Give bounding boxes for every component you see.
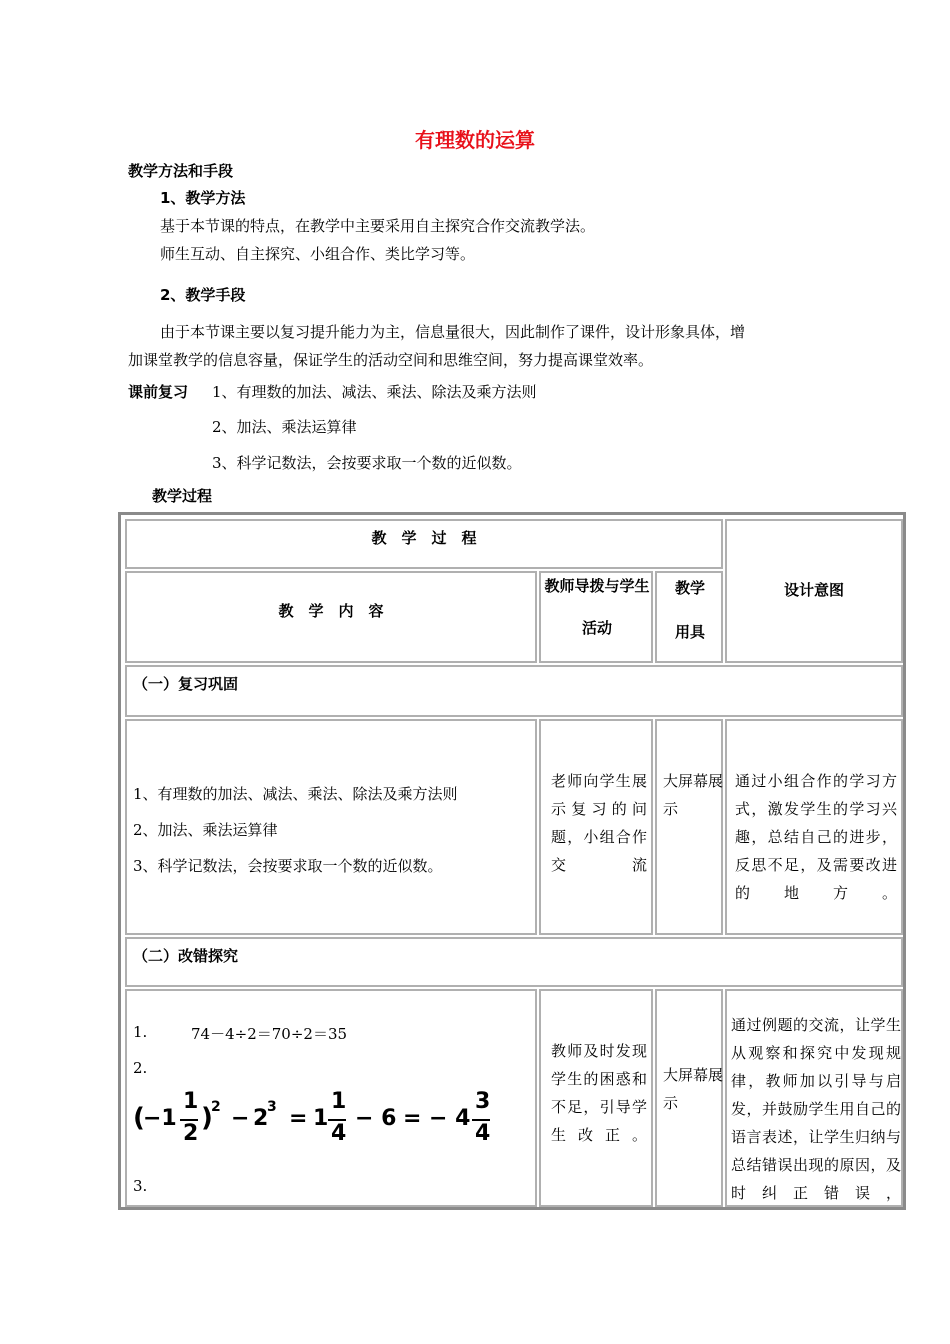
math-expression (133, 1089, 533, 1153)
header-teacher-2: 活动 (581, 619, 612, 637)
section1-content-2: 2、加法、乘法运算律 (133, 821, 278, 839)
header-content-cell (125, 571, 537, 663)
header-tools-cell (655, 571, 723, 663)
section2-title-cell (125, 937, 903, 987)
math-open-paren: ( (133, 1103, 145, 1133)
math-neg-four: − 4 (429, 1106, 471, 1131)
math-equals-2: = (403, 1106, 422, 1131)
lesson-table (118, 512, 906, 1210)
header-teacher-1: 教师导拨与学生 (544, 577, 650, 595)
header-process-cell (125, 519, 723, 569)
method-line-1: 基于本节课的特点，在教学中主要采用自主探究合作交流教学法。 (160, 217, 596, 235)
section2-item1-num: 1. (133, 1023, 148, 1041)
header-intent-cell (725, 519, 903, 663)
math-frac2-den: 4 (331, 1121, 347, 1146)
section1-teacher-cell (539, 719, 653, 935)
method-line-2: 师生互动、自主探究、小组合作、类比学习等。 (160, 245, 476, 263)
review-item-3: 3、科学记数法，会按要求取一个数的近似数。 (212, 454, 522, 472)
methods-heading: 教学方法和手段 (128, 162, 234, 180)
section1-title: （一）复习巩固 (133, 675, 239, 693)
section2-intent-cell (725, 989, 903, 1207)
header-intent: 设计意图 (783, 581, 844, 599)
section2-item2-num: 2. (133, 1059, 148, 1077)
math-frac1-den: 2 (183, 1121, 199, 1146)
section2-tools: 大屏幕展示 (663, 1066, 724, 1112)
section2-item3-num: 3. (133, 1177, 148, 1195)
math-exp-3: 3 (267, 1099, 277, 1115)
method-subheading: 1、教学方法 (160, 189, 246, 207)
section1-content-3: 3、科学记数法，会按要求取一个数的近似数。 (133, 857, 443, 875)
means-line-1: 由于本节课主要以复习提升能力为主，信息量很大，因此制作了课件，设计形象具体，增 (160, 323, 746, 341)
section2-content-cell (125, 989, 537, 1207)
section1-tools-cell (655, 719, 723, 935)
section2-tools-cell (655, 989, 723, 1207)
section2-item1-expr: 74－4÷2＝70÷2＝35 (191, 1025, 348, 1043)
header-teacher-cell (539, 571, 653, 663)
math-two: 2 (253, 1106, 269, 1131)
math-minus: − (231, 1106, 250, 1131)
header-tools-1: 教学 (674, 579, 705, 597)
math-close-paren: ) (201, 1103, 213, 1133)
math-neg-one: −1 (143, 1106, 177, 1131)
section2-intent: 通过例题的交流，让学生从观察和探究中发现规律，教师加以引导与启发，并鼓励学生用自己的语言表述，让学生归纳与总结错误出现的原因，及时纠正错误， (731, 1016, 901, 1202)
section2-teacher-cell (539, 989, 653, 1207)
math-frac1-num: 1 (183, 1089, 199, 1114)
header-tools-2: 用具 (674, 623, 705, 641)
means-subheading: 2、教学手段 (160, 286, 246, 304)
section1-content-1: 1、有理数的加法、减法、乘法、除法及乘方法则 (133, 785, 458, 803)
process-heading: 教学过程 (152, 487, 213, 505)
math-one: 1 (313, 1106, 329, 1131)
math-minus-six: − 6 (355, 1106, 397, 1131)
review-item-2: 2、加法、乘法运算律 (212, 418, 357, 436)
math-frac3-den: 4 (475, 1121, 491, 1146)
section2-teacher: 教师及时发现学生的困惑和不足，引导学生改正。 (551, 1042, 647, 1144)
review-label: 课前复习 (128, 383, 189, 401)
section1-teacher: 老师向学生展示复习的问题，小组合作交流 (551, 772, 647, 874)
section2-title: （二）改错探究 (133, 947, 239, 965)
header-process: 教 学 过 程 (371, 529, 477, 547)
header-content: 教 学 内 容 (278, 602, 384, 620)
page-title: 有理数的运算 (415, 128, 535, 152)
means-line-2: 加课堂教学的信息容量，保证学生的活动空间和思维空间，努力提高课堂效率。 (128, 351, 654, 369)
math-frac2-num: 1 (331, 1089, 347, 1114)
math-exp-2: 2 (211, 1099, 221, 1115)
section1-tools: 大屏幕展示 (663, 772, 724, 818)
review-item-1: 1、有理数的加法、减法、乘法、除法及乘方法则 (212, 383, 537, 401)
section1-intent: 通过小组合作的学习方式，激发学生的学习兴趣，总结自己的进步，反思不足，及需要改进的地方。 (735, 772, 897, 902)
math-equals-1: = (289, 1106, 308, 1131)
section1-content-cell (125, 719, 537, 935)
section1-intent-cell (725, 719, 903, 935)
math-frac3-num: 3 (475, 1089, 491, 1114)
section1-title-cell (125, 665, 903, 717)
